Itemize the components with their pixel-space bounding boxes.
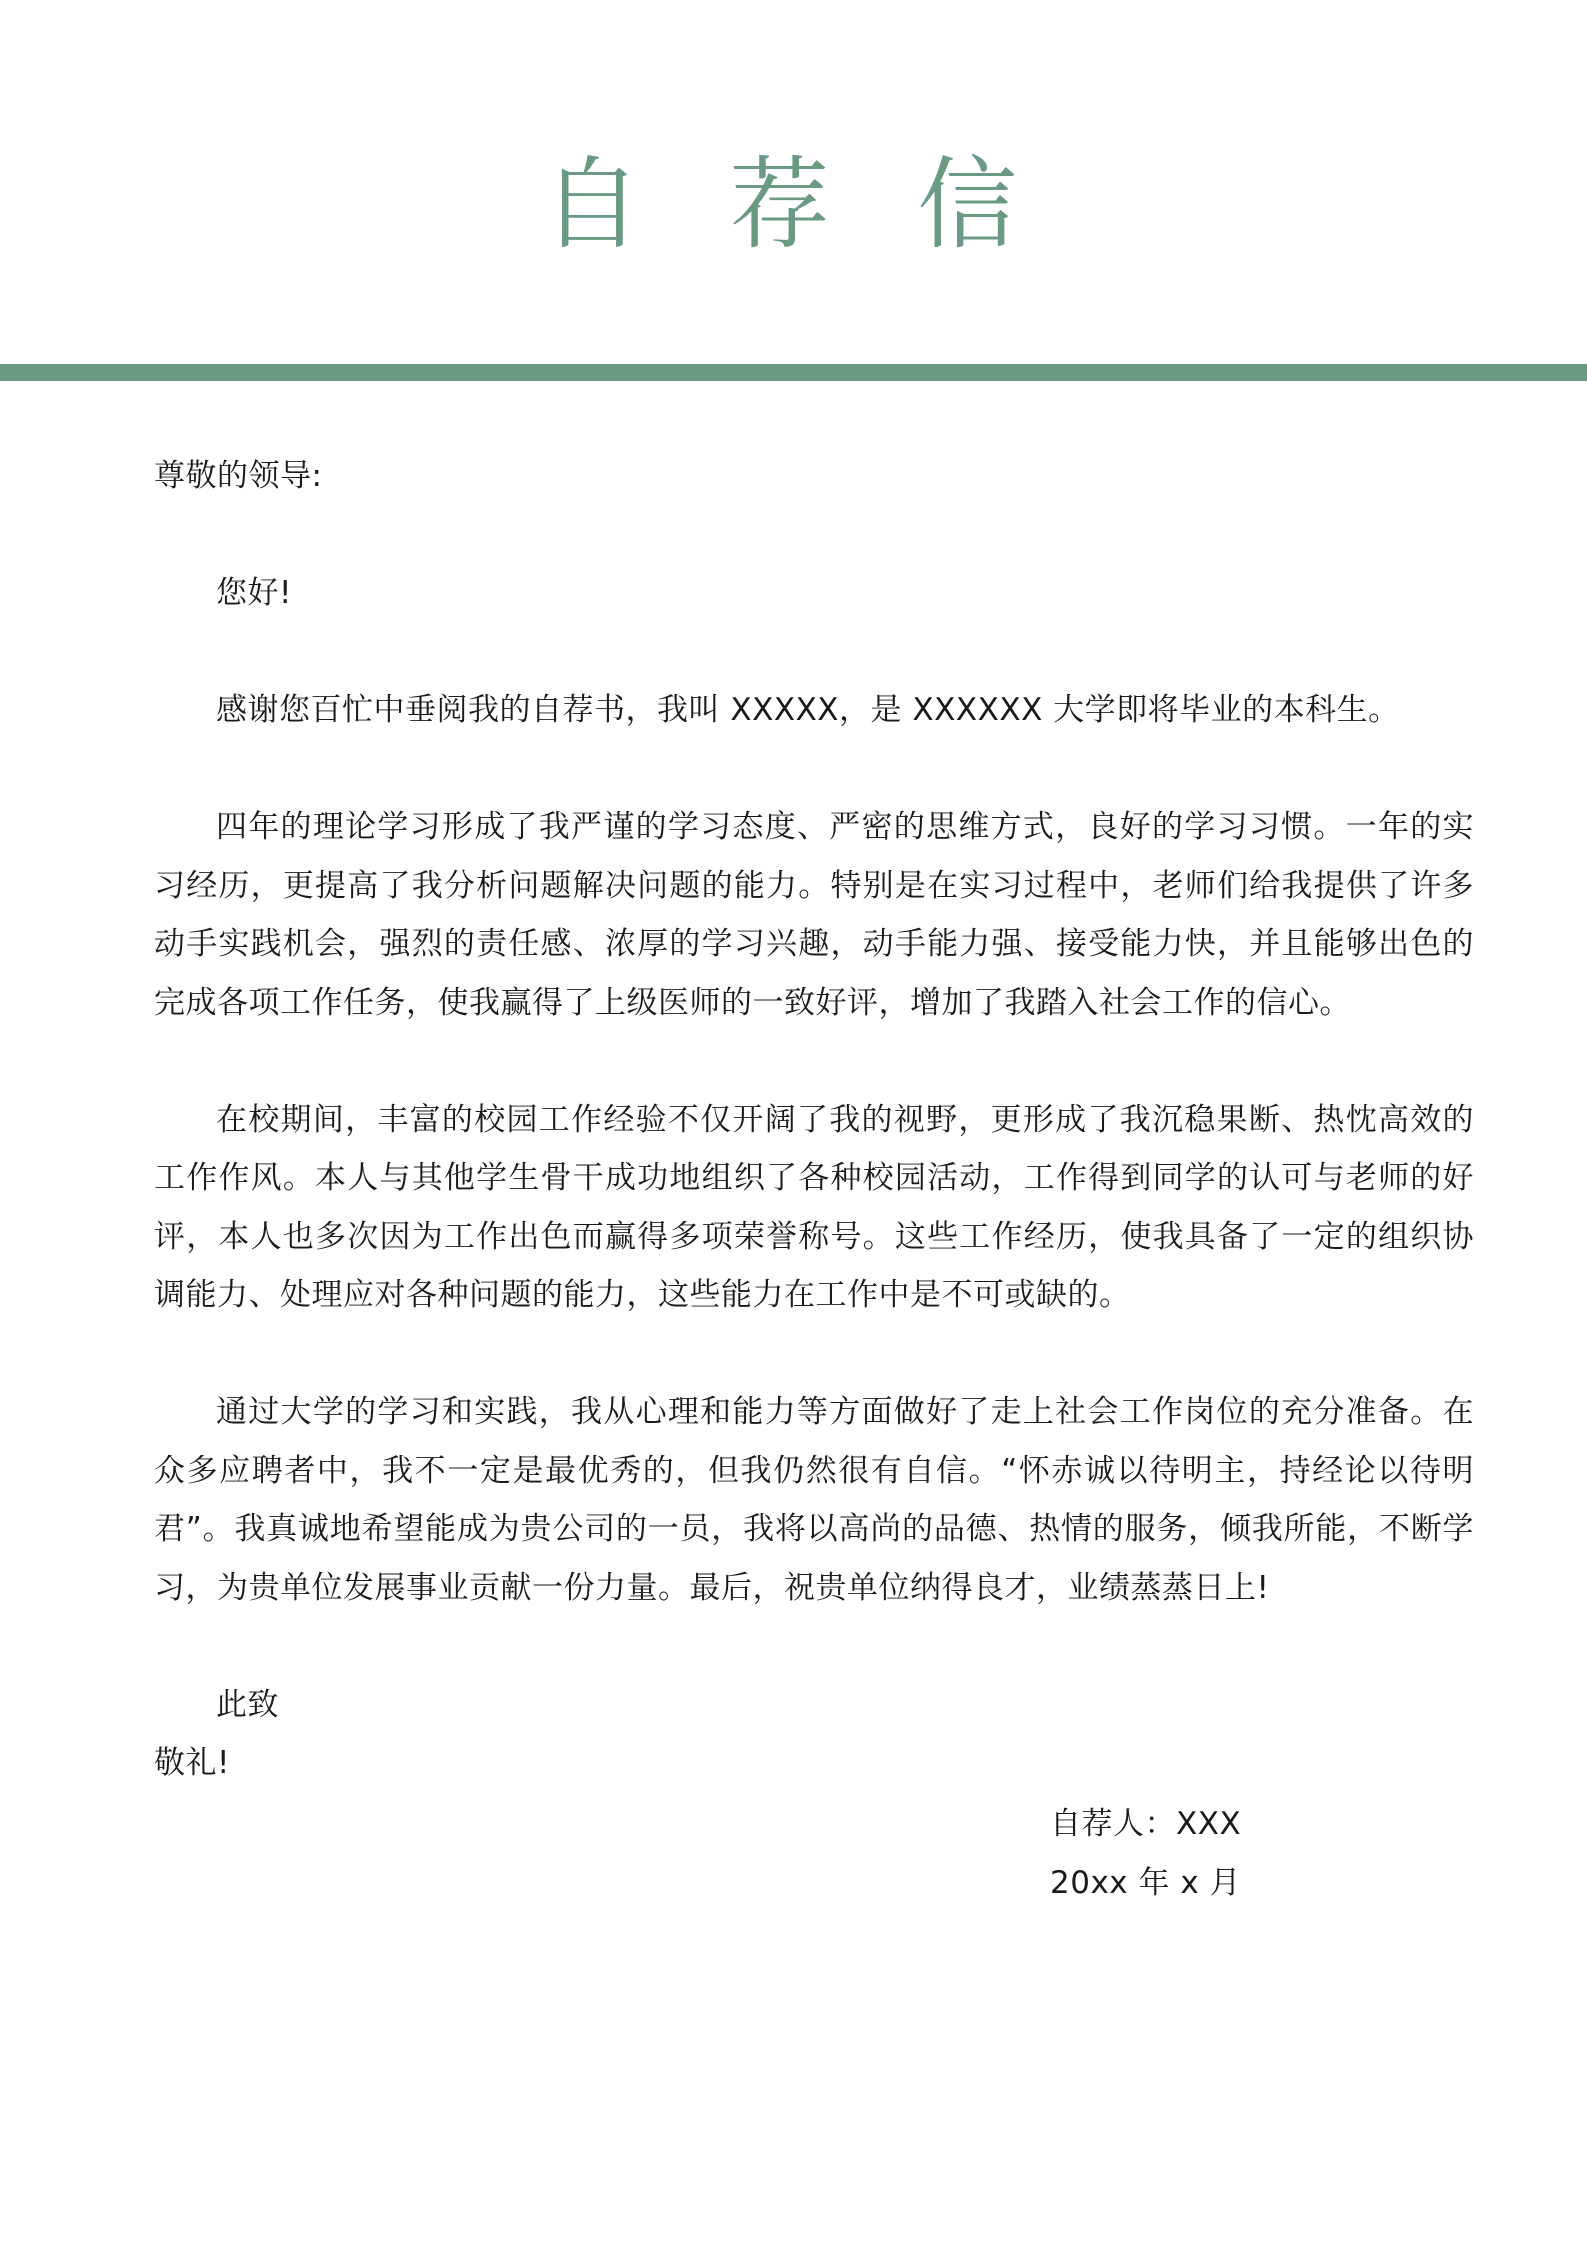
closing-line-1: 此致 [216,1686,279,1723]
closing-line-2: 敬礼! [154,1745,230,1781]
letter-body [154,447,1474,1793]
signature-date: 20xx 年 x 月 [1050,1864,1242,1901]
title-divider [0,364,1587,381]
document-title: 自 荐 信 [541,146,1046,263]
paragraph-campus: 在校期间，丰富的校园工作经验不仅开阔了我的视野，更形成了我沉稳果断、热忱高效的工作作风。本人与其他学生骨干成功地组织了各种校园活动，工作得到同学的认可与老师的好评，本人也多次因为工作出色而赢得多项荣誉称号。这些工作经历，使我具备了一定的组织协调能力、处理应对各种问题的能力，这些能力在工作中是不可或缺的。 [154,1101,1474,1313]
paragraph-study: 四年的理论学习形成了我严谨的学习态度、严密的思维方式，良好的学习习惯。一年的实习经历，更提高了我分析问题解决问题的能力。特别是在实习过程中，老师们给我提供了许多动手实践机会，强烈的责任感、浓厚的学习兴趣，动手能力强、接受能力快，并且能够出色的完成各项工作任务，使我赢得了上级医师的一致好评，增加了我踏入社会工作的信心。 [154,809,1474,1021]
paragraph-closing: 通过大学的学习和实践，我从心理和能力等方面做好了走上社会工作岗位的充分准备。在众多应聘者中，我不一定是最优秀的，但我仍然很有自信。“怀赤诚以待明主，持经论以待明君”。我真诚地希望能成为贵公司的一员，我将以高尚的品德、热情的服务，倾我所能，不断学习，为贵单位发展事业贡献一份力量。最后，祝贵单位纳得良才，业绩蒸蒸日上! [154,1394,1474,1606]
signer-name: 自荐人：XXX [1050,1806,1242,1842]
signature-block [1050,1795,1241,1912]
greeting: 您好! [216,575,292,611]
paragraph-intro: 感谢您百忙中垂阅我的自荐书，我叫 XXXXX，是 XXXXXX 大学即将毕业的本科生。 [216,692,1400,728]
salutation: 尊敬的领导: [154,458,323,494]
